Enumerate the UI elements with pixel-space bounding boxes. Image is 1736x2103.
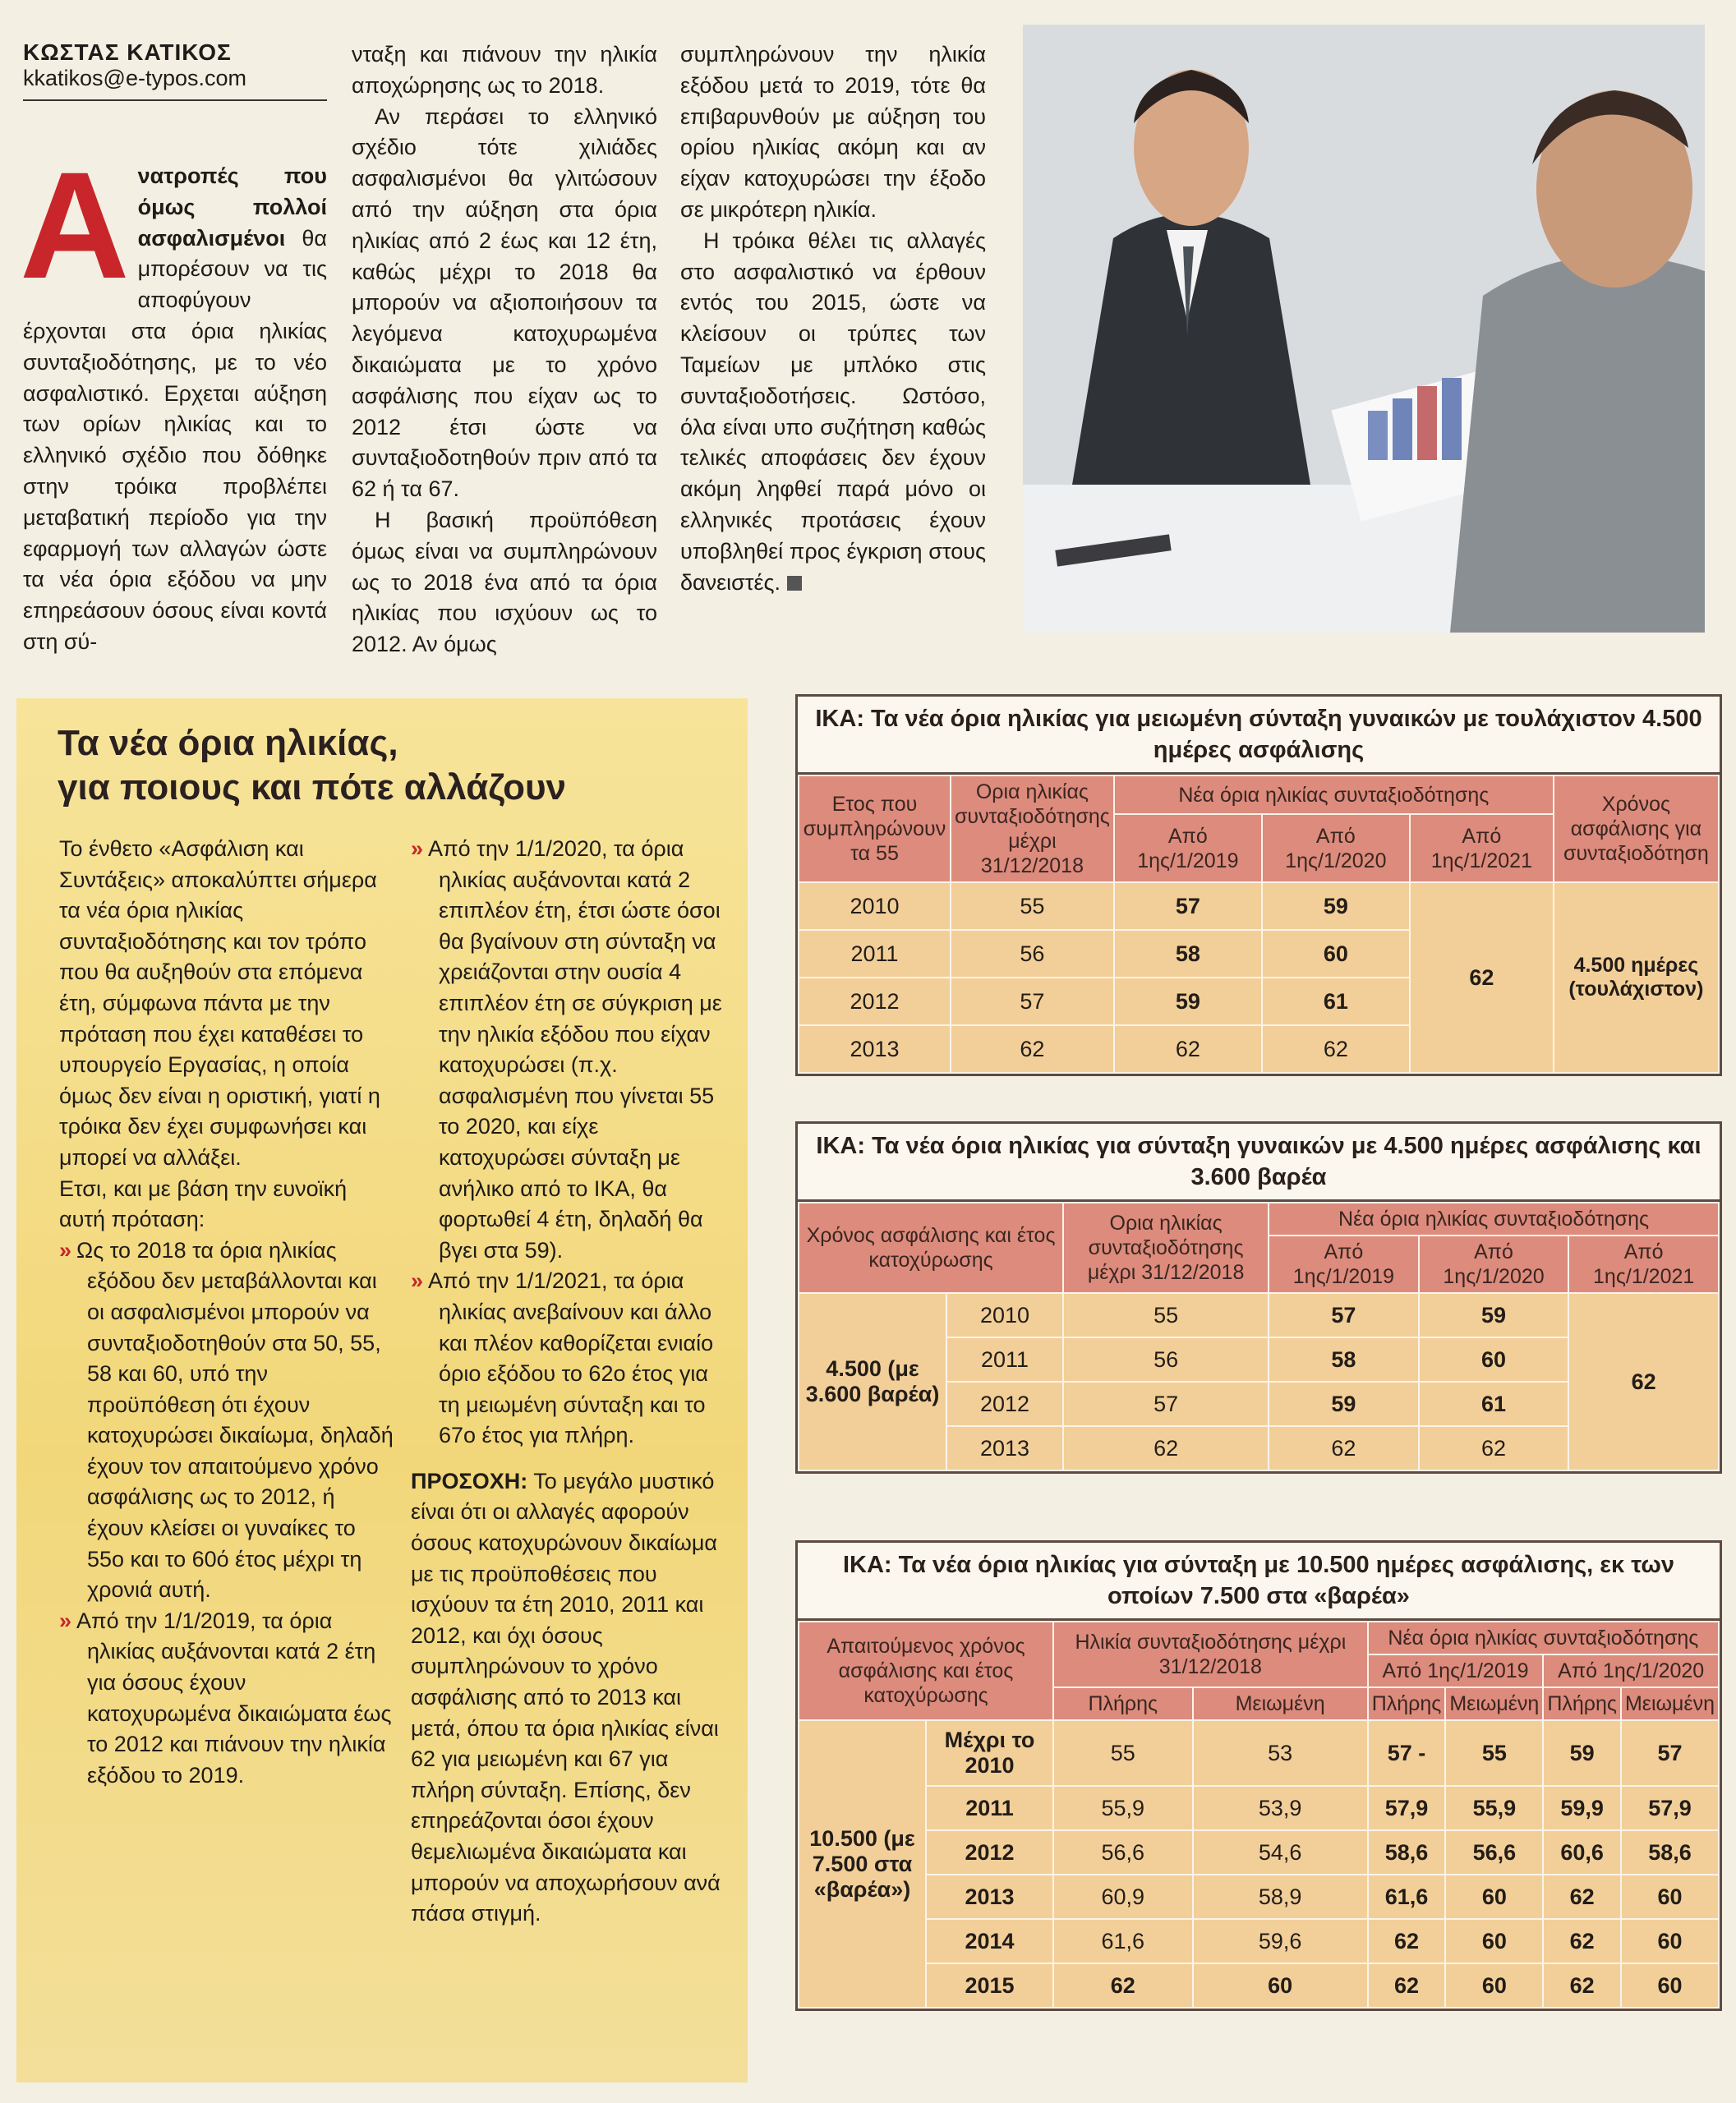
- table-cell: 2012: [799, 978, 951, 1025]
- table-cell: 57,9: [1368, 1786, 1446, 1830]
- table-cell: 62: [1568, 1293, 1719, 1470]
- table-cell: 55,9: [1053, 1786, 1193, 1830]
- table-cell: 59: [1269, 1382, 1419, 1426]
- table-cell: 60: [1621, 1963, 1719, 2008]
- article-column-3: [680, 39, 986, 598]
- table-cell: 55: [951, 882, 1114, 930]
- table-cell: 62: [1410, 882, 1554, 1073]
- attention-text: Το μεγάλο μυστικό είναι ότι οι αλλαγές αφορούν όσους κατοχυρώνουν δικαίωμα με τις προϋποθέσεις που ισχύουν τα έτη 2010, 2011 και 2012, και όχι όσους συμπληρώνουν το χρόνο ασφάλισης από το 2013 και μετά, όπου τα όρια ηλικίας είναι 62 για μειωμένη και 67 για πλήρη σύνταξη. Επίσης, δεν επηρεάζονται όσοι έχουν θεμελιωμένα δικαιώματα και μπορούν να αποχωρήσουν ανά πάσα στιγμή.: [411, 1468, 721, 1926]
- article-col1-text: θα μπορέσουν να τις αποφύγουν έρχονται στα όρια ηλικίας συνταξιοδότησης, με το νέο ασφαλιστικό. Ερχεται αύξηση των ορίων ηλικίας και το ελληνικό σχέδιο που δόθηκε στην τρόικα προβλέπει μεταβατική περίοδο για την εφαρμογή των αλλαγών ώστε τα νέα όρια εξόδου να μην επηρεάσουν όσους είναι κοντά στη σύ-: [23, 225, 327, 654]
- table-cell: 62: [1368, 1963, 1446, 2008]
- table-cell: 57: [1621, 1720, 1719, 1786]
- table-cell: 62: [1368, 1919, 1446, 1963]
- table-cell: 59: [1419, 1293, 1569, 1337]
- table-cell: 59,9: [1543, 1786, 1621, 1830]
- article-column-2: [352, 39, 657, 660]
- table-cell: 62: [1053, 1963, 1193, 2008]
- table-cell: 61,6: [1368, 1875, 1446, 1919]
- article-column-1: [20, 141, 327, 658]
- bullet-text: Από την 1/1/2019, τα όρια ηλικίας αυξάνονται κατά 2 έτη για όσους έχουν κατοχυρωμένα δικαιώματα έως το 2012 και πιάνουν την ηλικία εξόδου το 2019.: [76, 1608, 392, 1788]
- table-cell: 2012: [926, 1830, 1053, 1875]
- table-cell: 56: [951, 930, 1114, 978]
- sidebar-column-1: [59, 834, 396, 1791]
- sidebar-title: [58, 721, 715, 810]
- double-arrow-icon: »: [59, 1608, 72, 1633]
- table-cell: 59: [1543, 1720, 1621, 1786]
- table-cell: 2011: [926, 1786, 1053, 1830]
- table-cell: 57: [1114, 882, 1262, 930]
- bullet-text: Ως το 2018 τα όρια ηλικίας εξόδου δεν μεταβάλλονται και οι ασφαλισμένοι μπορούν να συνταξιοδοτηθούν στα 50, 55, 58 και 60, υπό την προϋπόθεση ότι έχουν κατοχυρώσει δικαίωμα, δηλαδή έχουν τον απαιτούμενο χρόνο ασφάλισης ως το 2012, ή έχουν κλείσει οι γυναίκες το 55ο και το 60ό έτος μέχρι τη χρονιά αυτή.: [76, 1237, 394, 1603]
- table-cell: 57: [1063, 1382, 1269, 1426]
- table-cell: Μέχρι το 2010: [926, 1720, 1053, 1786]
- table-header: Ορια ηλικίας συνταξιοδότησης μέχρι 31/12/2018: [951, 775, 1114, 882]
- sidebar-title-line: για ποιους και πότε αλλάζουν: [58, 767, 567, 808]
- table-cell: 58: [1269, 1337, 1419, 1382]
- sidebar-box: [16, 698, 748, 2082]
- table-cell: 55,9: [1445, 1786, 1543, 1830]
- table-cell: 61: [1419, 1382, 1569, 1426]
- drop-cap: Α: [20, 141, 130, 311]
- table-row: [799, 1963, 1719, 2008]
- article-paragraph: Η τρόικα θέλει τις αλλαγές στο ασφαλιστικό να έρθουν εντός του 2015, ώστε να κλείσουν οι τρύπες των Ταμείων με μπλόκο στις συνταξιοδοτήσεις. Ωστόσο, όλα είναι υπο συζήτηση καθώς τελικές αποφάσεις δεν έχουν ακόμη ληφθεί παρά μόνο οι ελληνικές προτάσεις έχουν υποβληθεί προς έγκριση στους δανειστές.: [680, 228, 986, 595]
- table-1-title: ΙΚΑ: Τα νέα όρια ηλικίας για μειωμένη σύνταξη γυναικών με τουλάχιστον 4.500 ημέρες ασφάλισης: [798, 697, 1720, 775]
- table-cell: 60,9: [1053, 1875, 1193, 1919]
- attention-label: ΠΡΟΣΟΧΗ:: [411, 1468, 528, 1493]
- table-header: Ετος που συμπληρώνουν τα 55: [799, 775, 951, 882]
- table-header: Μειωμένη: [1445, 1687, 1543, 1720]
- table-header: Από 1ης/1/2019: [1368, 1654, 1544, 1687]
- table-cell: 60: [1419, 1337, 1569, 1382]
- table-header: Νέα όρια ηλικίας συνταξιοδότησης: [1269, 1203, 1719, 1236]
- table-header: Από 1ης/1/2021: [1410, 814, 1554, 882]
- double-arrow-icon: »: [411, 1268, 424, 1294]
- table-cell: 62: [951, 1025, 1114, 1073]
- table-cell: 58: [1114, 930, 1262, 978]
- table-cell: 59: [1262, 882, 1410, 930]
- table-cell: 62: [1114, 1025, 1262, 1073]
- table-header: Νέα όρια ηλικίας συνταξιοδότησης: [1114, 775, 1554, 814]
- table-row: [799, 1293, 1719, 1337]
- table-cell: 2011: [799, 930, 951, 978]
- table-row: [799, 1720, 1719, 1786]
- table-row: [799, 882, 1719, 930]
- table-row: [799, 1786, 1719, 1830]
- table-cell: 2015: [926, 1963, 1053, 2008]
- table-header: Πλήρης: [1543, 1687, 1621, 1720]
- table-cell: 62: [1262, 1025, 1410, 1073]
- table-3: [795, 1540, 1722, 2011]
- table-cell: 55: [1053, 1720, 1193, 1786]
- table-cell: 2011: [946, 1337, 1063, 1382]
- bullet-item: [59, 1236, 396, 1606]
- table-cell: 62: [1419, 1426, 1569, 1470]
- table-cell: 60: [1621, 1875, 1719, 1919]
- table-cell: 2010: [799, 882, 951, 930]
- table-cell: 60: [1445, 1963, 1543, 2008]
- sidebar-intro: Το ένθετο «Ασφάλιση και Συντάξεις» αποκαλύπτει σήμερα τα νέα όρια ηλικίας συνταξιοδότησης και τον τρόπο που θα αυξηθούν στα επόμενα έτη, σύμφωνα πάντα με την πρόταση που έχει καταθέσει το υπουργείο Εργασίας, η οποία όμως δεν είναι η οριστική, γιατί η τρόικα δεν έχει συμφωνήσει και μπορεί να αλλάξει.: [59, 836, 380, 1170]
- table-cell: 60: [1445, 1875, 1543, 1919]
- table-header: Από 1ης/1/2019: [1114, 814, 1262, 882]
- table-cell: 55: [1445, 1720, 1543, 1786]
- table-cell: 57: [1269, 1293, 1419, 1337]
- table-header: Νέα όρια ηλικίας συνταξιοδότησης: [1368, 1622, 1719, 1654]
- table-cell: 60: [1193, 1963, 1368, 2008]
- table-cell: 56,6: [1445, 1830, 1543, 1875]
- attention-paragraph: [411, 1466, 727, 1930]
- article-lead: νατροπές που όμως πολλοί ασφαλισμένοι: [137, 163, 327, 251]
- table-2-title: ΙΚΑ: Τα νέα όρια ηλικίας για σύνταξη γυναικών με 4.500 ημέρες ασφάλισης και 3.600 βαρέα: [798, 1124, 1720, 1202]
- table-cell: 57,9: [1621, 1786, 1719, 1830]
- article-paragraph: συμπληρώνουν την ηλικία εξόδου μετά το 2019, τότε θα επιβαρυνθούν με αύξηση του ορίου ηλικίας ακόμη και αν είχαν κατοχυρώσει την έξοδο σε μικρότερη ηλικία.: [680, 42, 986, 222]
- table-cell: 60: [1621, 1919, 1719, 1963]
- sidebar-intro-2: Ετσι, και με βάση την ευνοϊκή αυτή πρόταση:: [59, 1176, 348, 1232]
- table-cell: 2013: [926, 1875, 1053, 1919]
- table-cell: 59: [1114, 978, 1262, 1025]
- table-cell: 57: [951, 978, 1114, 1025]
- table-header: Πλήρης: [1053, 1687, 1193, 1720]
- end-mark-icon: [787, 576, 802, 591]
- article-paragraph: νταξη και πιάνουν την ηλικία αποχώρησης ως το 2018.: [352, 42, 657, 98]
- table-cell: 2013: [799, 1025, 951, 1073]
- table-2-grid: [798, 1202, 1720, 1471]
- table-1-grid: [798, 775, 1720, 1074]
- table-cell: 2010: [946, 1293, 1063, 1337]
- table-header: Απαιτούμενος χρόνος ασφάλισης και έτος κατοχύρωσης: [799, 1622, 1053, 1720]
- table-cell: 57 -: [1368, 1720, 1446, 1786]
- table-header: Ορια ηλικίας συνταξιοδότησης μέχρι 31/12/2018: [1063, 1203, 1269, 1293]
- byline: [23, 39, 327, 101]
- table-cell: 4.500 (με 3.600 βαρέα): [799, 1293, 946, 1470]
- table-cell: 62: [1543, 1919, 1621, 1963]
- table-header: Μειωμένη: [1193, 1687, 1368, 1720]
- table-cell: 53,9: [1193, 1786, 1368, 1830]
- table-cell: 58,9: [1193, 1875, 1368, 1919]
- table-cell: 2012: [946, 1382, 1063, 1426]
- table-cell: 54,6: [1193, 1830, 1368, 1875]
- table-3-grid: [798, 1621, 1720, 2009]
- table-2: [795, 1121, 1722, 1474]
- table-cell: 61: [1262, 978, 1410, 1025]
- table-header: Από 1ης/1/2020: [1543, 1654, 1719, 1687]
- double-arrow-icon: »: [59, 1237, 72, 1263]
- table-header: Από 1ης/1/2019: [1269, 1236, 1419, 1293]
- sidebar-column-2: [411, 834, 727, 1930]
- table-cell: 60: [1262, 930, 1410, 978]
- table-cell: 59,6: [1193, 1919, 1368, 1963]
- table-cell: 56,6: [1053, 1830, 1193, 1875]
- table-header: Πλήρης: [1368, 1687, 1446, 1720]
- table-cell: 62: [1269, 1426, 1419, 1470]
- table-row: [799, 1919, 1719, 1963]
- table-header: Από 1ης/1/2021: [1568, 1236, 1719, 1293]
- table-row: [799, 1830, 1719, 1875]
- bullet-text: Από την 1/1/2020, τα όρια ηλικίας αυξάνονται κατά 2 επιπλέον έτη, έτσι ώστε όσοι θα βγαίνουν στη σύνταξη να χρειάζονται στην ουσία 4 επιπλέον έτη σε σύγκριση με την ηλικία εξόδου που είχαν κατοχυρώσει (π.χ. ασφαλισμένη που γίνεται 55 το 2020, και είχε κατοχυρώσει σύνταξη με ανήλικο από το ΙΚΑ, θα φορτωθεί 4 έτη, δηλαδή θα βγει στα 59).: [428, 836, 722, 1263]
- table-header: Χρόνος ασφάλισης για συνταξιοδότηση: [1554, 775, 1719, 882]
- table-1: [795, 694, 1722, 1076]
- table-cell: 55: [1063, 1293, 1269, 1337]
- table-cell: 62: [1063, 1426, 1269, 1470]
- bullet-item: [59, 1606, 396, 1792]
- article-paragraph: Αν περάσει το ελληνικό σχέδιο τότε χιλιάδες ασφαλισμένοι θα γλιτώσουν από την αύξηση στα όρια ηλικίας από 2 έως και 12 έτη, καθώς μέχρι το 2018 θα μπορούν να αξιοποιήσουν τα λεγόμενα κατοχυρωμένα δικαιώματα με το χρόνο ασφάλισης που είχαν ως το 2012 έτσι ώστε να συνταξιοδοτηθούν πριν από τα 62 ή τα 67.: [352, 104, 657, 502]
- table-cell: 10.500 (με 7.500 στα «βαρέα»): [799, 1720, 926, 2008]
- table-header: Μειωμένη: [1621, 1687, 1719, 1720]
- table-3-title: ΙΚΑ: Τα νέα όρια ηλικίας για σύνταξη με 10.500 ημέρες ασφάλισης, εκ των οποίων 7.500 στα «βαρέα»: [798, 1543, 1720, 1621]
- table-header: Από 1ης/1/2020: [1262, 814, 1410, 882]
- table-cell: 53: [1193, 1720, 1368, 1786]
- byline-rule: [23, 99, 327, 101]
- bullet-text: Από την 1/1/2021, τα όρια ηλικίας ανεβαίνουν και άλλο και πλέον καθορίζεται ενιαίο όριο εξόδου το 62ο έτος για τη μειωμένη σύνταξη και το 67ο έτος για πλήρη.: [428, 1268, 714, 1448]
- author-name: ΚΩΣΤΑΣ ΚΑΤΙΚΟΣ: [23, 39, 232, 65]
- table-cell: 56: [1063, 1337, 1269, 1382]
- table-cell: 58,6: [1368, 1830, 1446, 1875]
- table-header: Χρόνος ασφάλισης και έτος κατοχύρωσης: [799, 1203, 1063, 1293]
- table-row: [799, 1875, 1719, 1919]
- table-cell: 61,6: [1053, 1919, 1193, 1963]
- business-meeting-photo: [1023, 25, 1705, 633]
- bullet-item: [411, 834, 727, 1266]
- table-header: Από 1ης/1/2020: [1419, 1236, 1569, 1293]
- table-cell: 62: [1543, 1875, 1621, 1919]
- table-cell: 60: [1445, 1919, 1543, 1963]
- table-cell: 62: [1543, 1963, 1621, 2008]
- photo-illustration: [1023, 25, 1705, 633]
- double-arrow-icon: »: [411, 836, 424, 861]
- article-paragraph: Η βασική προϋπόθεση όμως είναι να συμπληρώνουν ως το 2018 ένα από τα όρια ηλικίας που ισχύουν ως το 2012. Αν όμως: [352, 507, 657, 657]
- author-email[interactable]: kkatikos@e-typos.com: [23, 66, 246, 90]
- table-cell: 2014: [926, 1919, 1053, 1963]
- table-cell: 60,6: [1543, 1830, 1621, 1875]
- table-cell: 2013: [946, 1426, 1063, 1470]
- bullet-item: [411, 1266, 727, 1452]
- sidebar-title-line: Τα νέα όρια ηλικίας,: [58, 723, 398, 763]
- table-cell: 4.500 ημέρες (τουλάχιστον): [1554, 882, 1719, 1073]
- table-cell: 58,6: [1621, 1830, 1719, 1875]
- table-header: Ηλικία συνταξιοδότησης μέχρι 31/12/2018: [1053, 1622, 1368, 1687]
